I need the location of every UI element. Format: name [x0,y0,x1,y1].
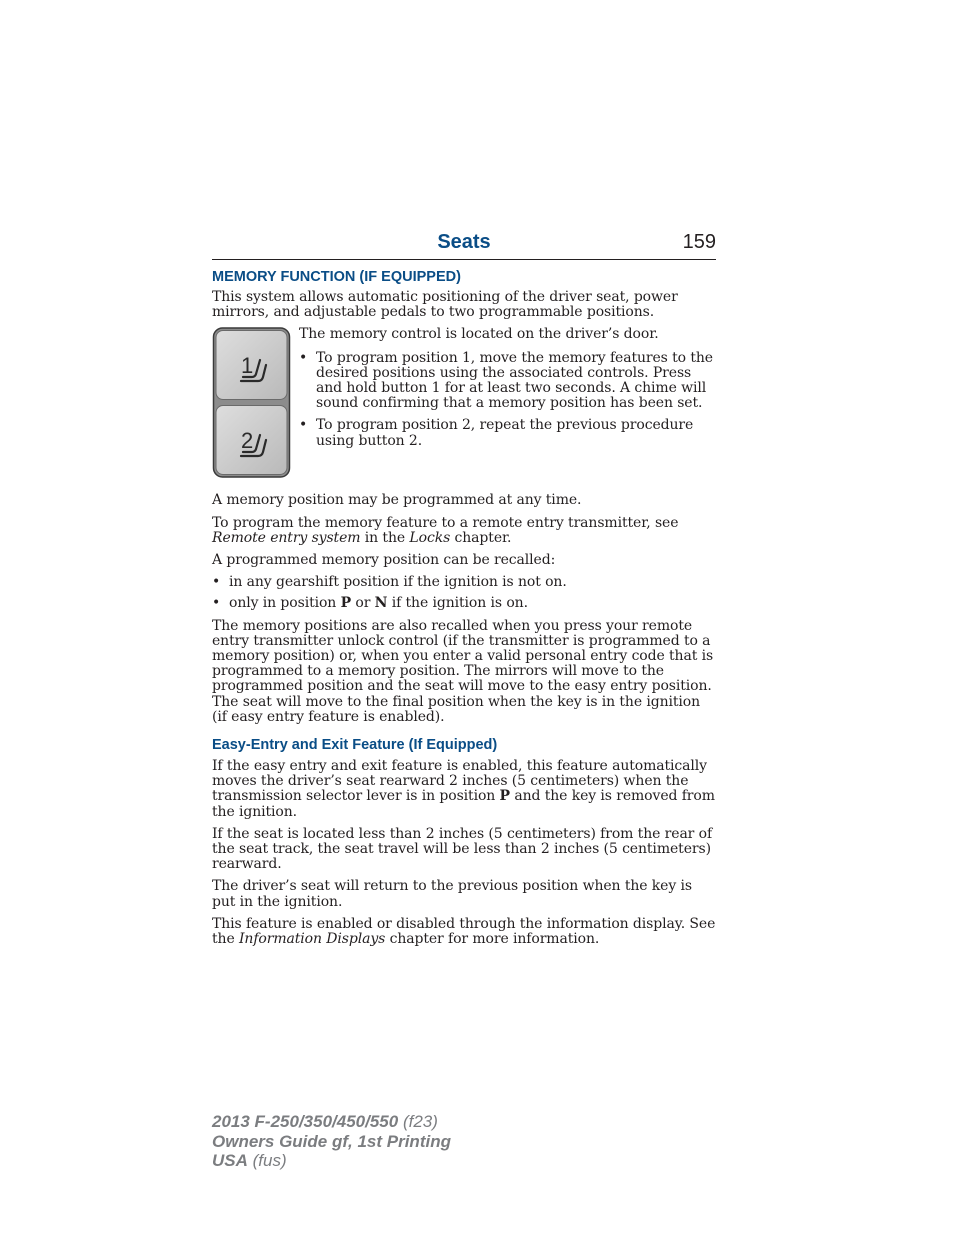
button-2-label: 2 [241,428,254,454]
list-item: • only in position P or N if the ignition is on. [212,595,528,612]
remote-entry-paragraph: To program the memory feature to a remote entry transmitter, see Remote entry system in the Locks chapter. [212,514,679,546]
easy-entry-p2: If the seat is located less than 2 inches (5 centimeters) from the rear of the seat track, the seat travel will be less than 2 inches (5 centimeters) rearward. [212,825,713,873]
recall-intro: A programmed memory position can be recalled: [212,552,556,569]
information-displays-ref: Information Displays [238,931,386,948]
footer-guide-line: Owners Guide gf, 1st Printing [212,1131,451,1151]
easy-entry-p1: If the easy entry and exit feature is enabled, this feature automatically moves the driver’s seat rearward 2 inches (5 centimeters) when the transmission selector lever is in position P and the key is removed from the ignition. [212,758,715,820]
memory-intro: This system allows automatic positioning of the driver seat, power mirrors, and adjustable pedals to two programmable positions. [212,289,678,321]
memory-seat-buttons-icon [212,327,292,479]
memory-function-heading: MEMORY FUNCTION (IF EQUIPPED) [212,269,461,285]
also-recalled-paragraph: The memory positions are also recalled when you press your remote entry transmitter unlock control (if the transmitter is programmed to a memory position) or, when you enter a valid personal entry code that is programmed to a memory position. The mirrors will move to the programmed position and the seat will move to the easy entry position. The seat will move to the final position when the key is in the ignition (if easy entry feature is enabled). [212,617,714,725]
locks-chapter-ref: Locks [409,529,451,546]
list-item: • To program position 2, repeat the previous procedure using button 2. [299,417,694,449]
memory-control-section [212,327,716,479]
page-header [212,230,716,260]
button-1-label: 1 [241,353,254,379]
page-number: 159 [682,231,716,253]
program-anytime: A memory position may be programmed at any time. [212,492,582,509]
footer-model-line: 2013 F-250/350/450/550 (f23) [212,1112,438,1131]
easy-entry-heading: Easy-Entry and Exit Feature (If Equipped) [212,737,498,754]
easy-entry-p3: The driver’s seat will return to the previous position when the key is put in the ignition. [212,878,692,910]
recall-bullets [212,575,716,611]
manual-page [212,230,716,954]
page-footer [212,1112,451,1171]
footer-market-line: USA (fus) [212,1151,287,1170]
program-bullets [299,351,716,449]
easy-entry-p4: This feature is enabled or disabled through the information display. See the Information Displays chapter for more information. [212,915,716,948]
list-item: • in any gearshift position if the ignition is not on. [212,574,567,591]
memory-control-text [299,327,716,479]
remote-entry-system-ref: Remote entry system [212,529,361,546]
memory-location: The memory control is located on the driver’s door. [299,326,659,343]
section-title: Seats [437,231,491,253]
list-item: • To program position 1, move the memory features to the desired positions using the associated controls. Press and hold button 1 for at least two seconds. A chime will sound confirming that a memory position has been set. [299,349,713,412]
